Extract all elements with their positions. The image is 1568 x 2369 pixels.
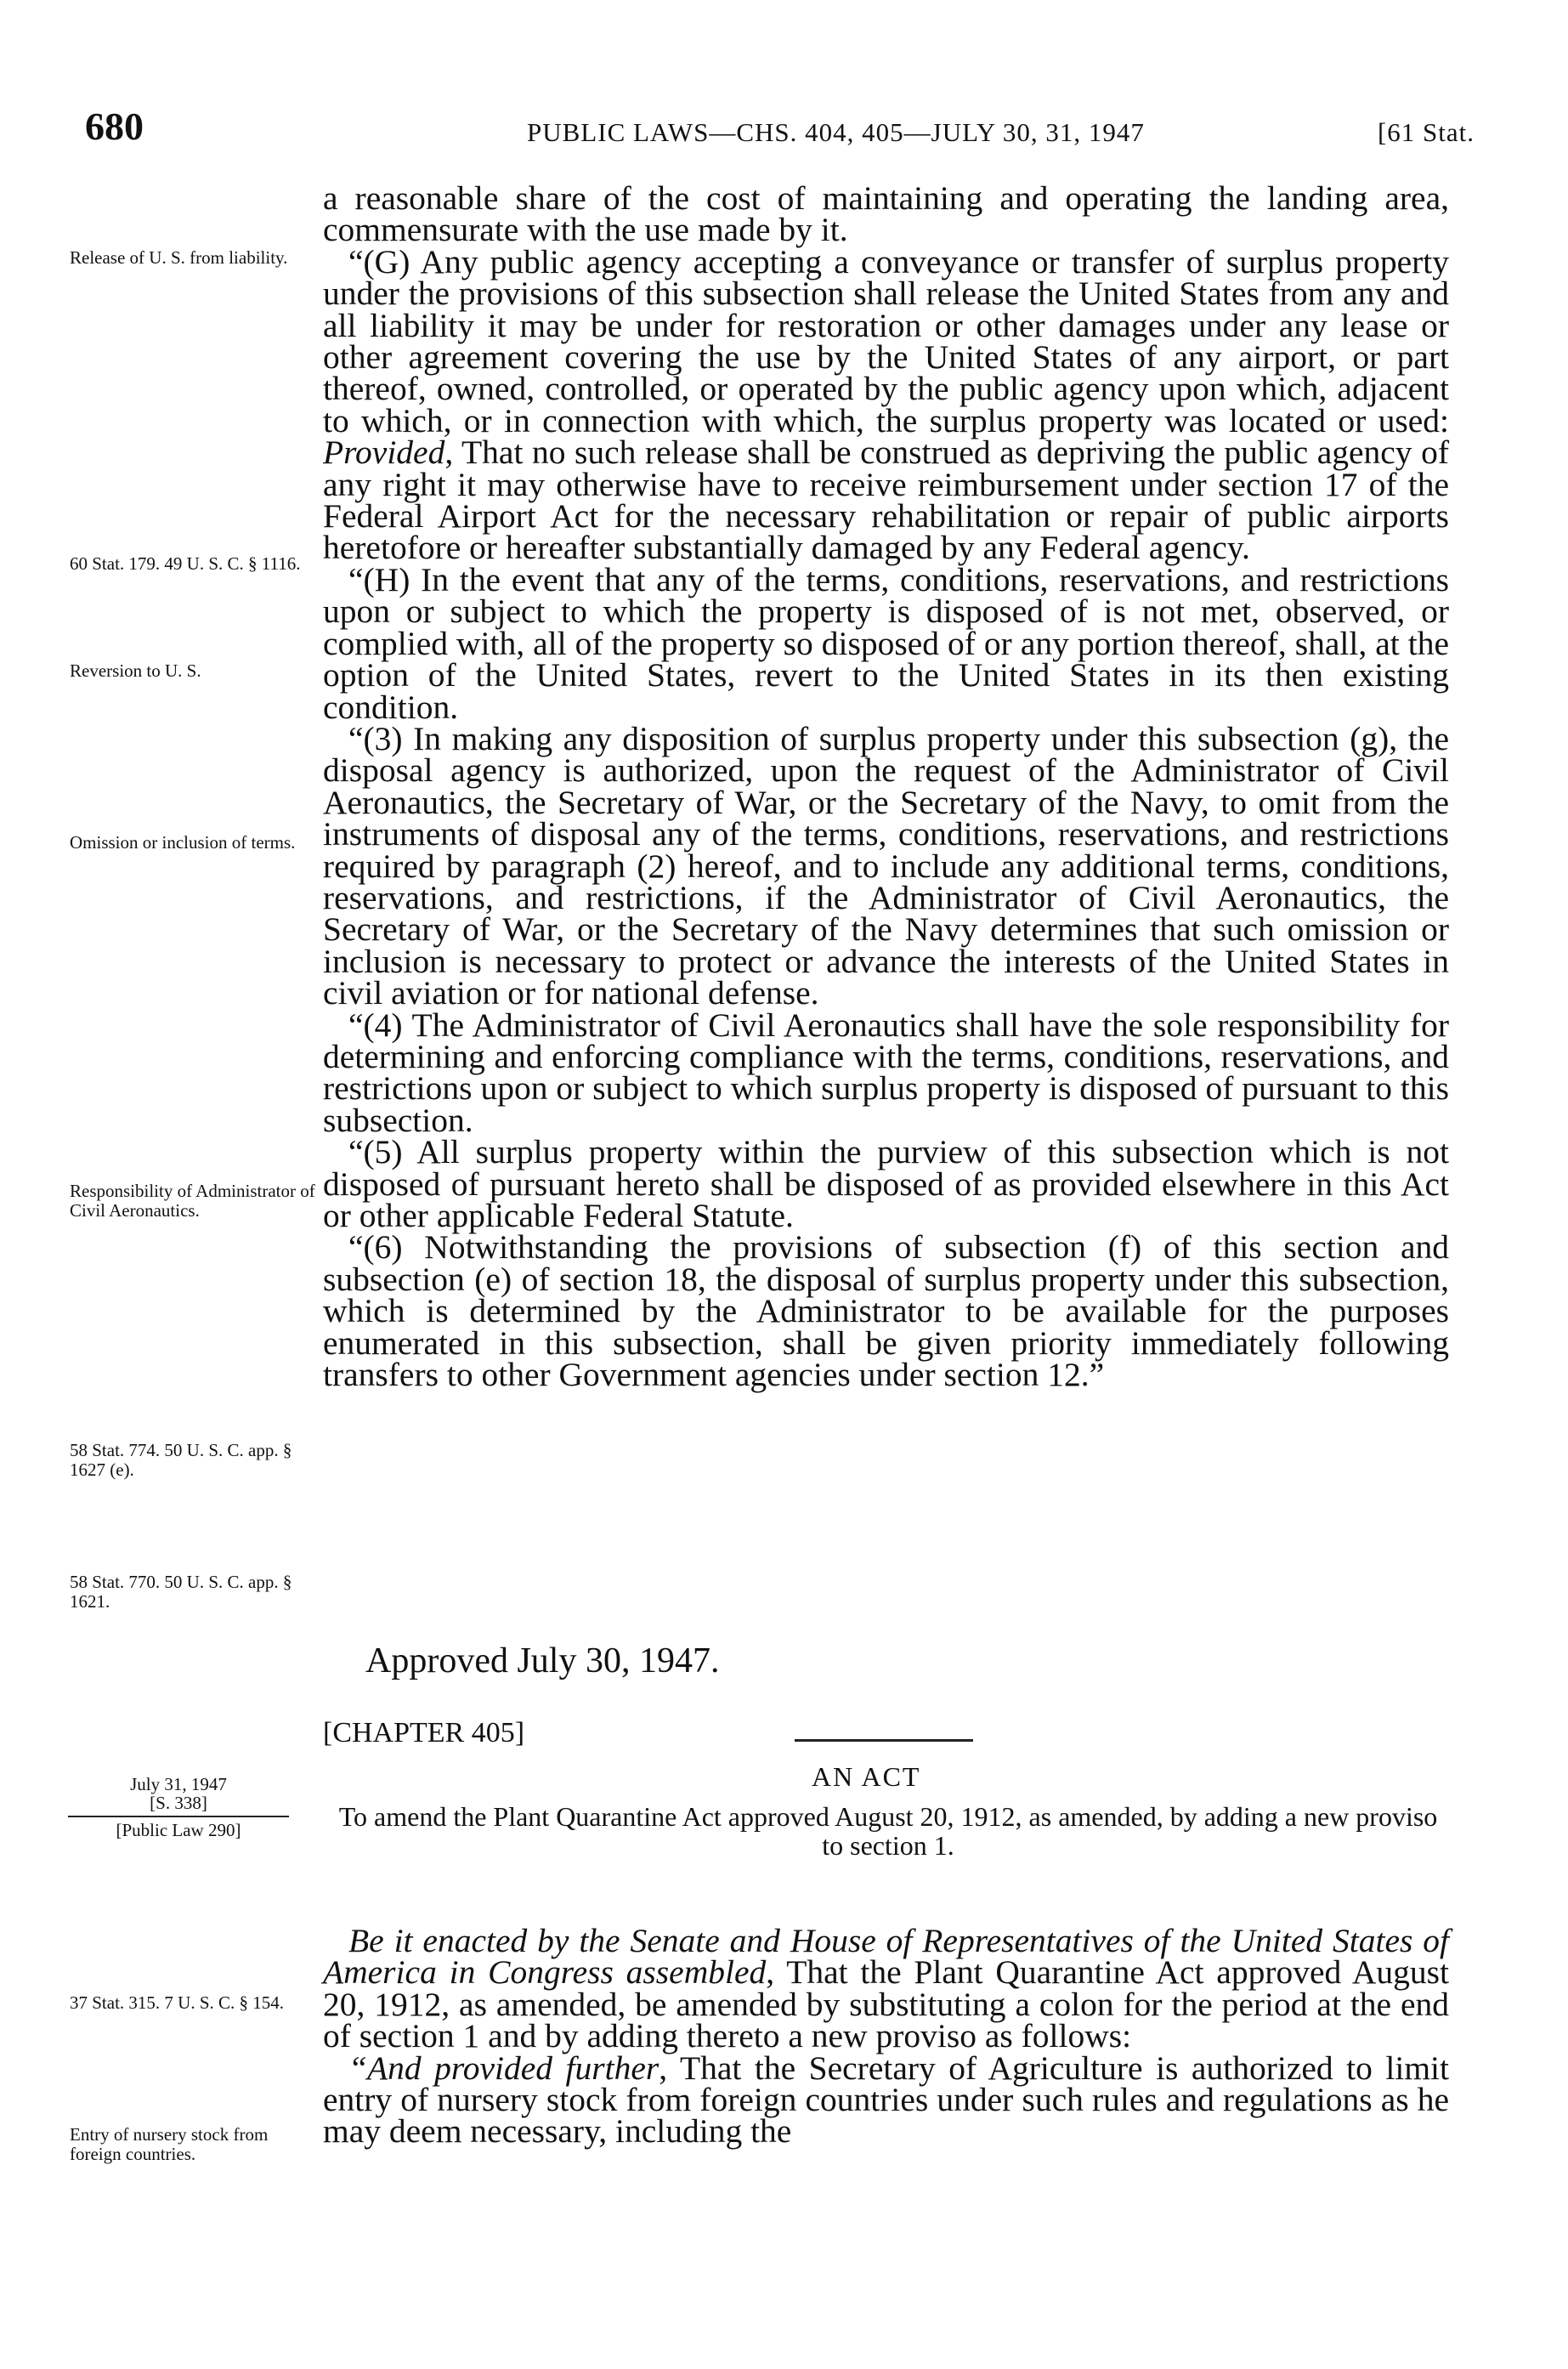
paragraph: “(6) Notwithstanding the provisions of subsection (f) of this section and subsection (e) of section 18, the disposal of surplus property under this subsection, which is determined by the Administrator to be available for the purposes enumerated in this subsection, shall be given priority immediately following transfers to other Government agencies under section 12.” <box>323 1228 1449 1394</box>
paragraph: “(H) In the event that any of the terms, conditions, reservations, and restrictions upon or subject to which the property is disposed of is not met, observed, or complied with, all of the property so disposed of or any portion thereof, shall, at the option of the United States, revert to the United States in its then existing condition. <box>323 560 1449 726</box>
margin-note: Responsibility of Administrator of Civil Aeronautics. <box>70 1181 315 1221</box>
act-text <box>323 1922 1450 2151</box>
margin-note: 37 Stat. 315. 7 U. S. C. § 154. <box>70 1992 285 2013</box>
paragraph: “(3) In making any disposition of surplus property under this subsection (g), the disposal agency is authorized, upon the request of the Administrator of Civil Aeronautics, the Secretary of War, or the Secretary of the Navy, to omit from the instruments of disposal any of the terms, conditions, reservations, and restrictions required by paragraph (2) hereof, and to include any additional terms, conditions, reservations, and restrictions, if the Administrator of Civil Aeronautics, the Secretary of War, or the Secretary of the Navy determines that such omission or inclusion is necessary to protect or advance the interests of the United States in civil aviation or for national defense. <box>323 719 1449 1012</box>
divider <box>795 1739 973 1742</box>
margin-note: 60 Stat. 179. 49 U. S. C. § 1116. <box>70 553 301 574</box>
margin-note: Release of U. S. from liability. <box>70 247 288 268</box>
paragraph: “(4) The Administrator of Civil Aeronautics shall have the sole responsibility for determining and enforcing compliance with the terms, conditions, reservations, and restrictions upon or subject to which surplus property is disposed of pursuant to this subsection. <box>323 1006 1449 1139</box>
margin-note: 58 Stat. 770. 50 U. S. C. app. § 1621. <box>70 1572 292 1612</box>
enactment-date: July 31, 1947 <box>130 1774 227 1794</box>
margin-note: 58 Stat. 774. 50 U. S. C. app. § 1627 (e). <box>70 1440 292 1480</box>
law-identifier <box>68 1775 289 1839</box>
running-head: PUBLIC LAWS—CHS. 404, 405—JULY 30, 31, 1947 <box>527 117 1145 147</box>
act-title: To amend the Plant Quarantine Act approved August 20, 1912, as amended, by adding a new proviso to section 1. <box>338 1801 1438 1861</box>
bill-number: [S. 338] <box>150 1793 207 1813</box>
divider <box>68 1816 289 1817</box>
approval-date: Approved July 30, 1947. <box>365 1641 720 1680</box>
enacting-clause: Be it enacted by the Senate and House of Representatives of the United States of America in Congress assembled, That the Plant Quarantine Act approved August 20, 1912, as amended, be amended by substituting a colon for the period at the end of section 1 and by adding thereto a new proviso as follows: <box>323 1922 1450 2055</box>
main-text <box>323 179 1449 1394</box>
margin-note: Reversion to U. S. <box>70 660 201 681</box>
public-law-number: [Public Law 290] <box>116 1820 241 1840</box>
volume-citation: [61 Stat. <box>1377 117 1475 147</box>
paragraph: “(G) Any public agency accepting a conveyance or transfer of surplus property under the provisions of this subsection shall release the United States from any and all liability it may be under for restoration or other damages under any lease or other agreement covering the use by the United States of any airport, or part thereof, owned, controlled, or operated by the public agency upon which, adjacent to which, or in connection with which, the surplus property was located or used: Provided, That no such release shall be construed as depriving the public agency of any right it may otherwise have to receive reimbursement under section 17 of the Federal Airport Act for the necessary rehabilitation or repair of public airports heretofore or hereafter substantially damaged by any Federal agency. <box>323 242 1449 567</box>
paragraph: “(5) All surplus property within the purview of this subsection which is not disposed of pursuant hereto shall be disposed of as provided elsewhere in this Act or other applicable Federal Statute. <box>323 1133 1449 1234</box>
paragraph: a reasonable share of the cost of maintaining and operating the landing area, commensurate with the use made by it. <box>323 179 1449 249</box>
margin-note: Omission or inclusion of terms. <box>70 832 296 853</box>
page-number: 680 <box>85 105 144 148</box>
act-label: AN ACT <box>812 1761 921 1792</box>
margin-note: Entry of nursery stock from foreign countries. <box>70 2124 269 2164</box>
chapter-heading: [CHAPTER 405] <box>323 1717 525 1748</box>
paragraph: “And provided further, That the Secretary of Agriculture is authorized to limit entry of nursery stock from foreign countries under such rules and regulations as he may deem necessary, including the <box>323 2049 1450 2151</box>
page-header <box>85 105 1475 151</box>
